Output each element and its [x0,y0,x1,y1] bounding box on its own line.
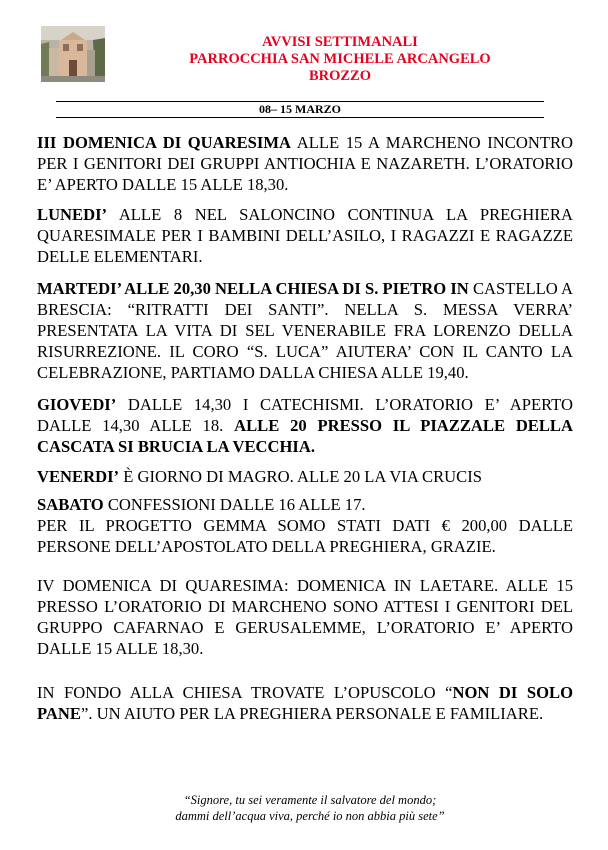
notice-text: CONFESSIONI DALLE 16 ALLE 17. [103,495,366,514]
notice-heading: GIOVEDI’ [37,395,117,414]
notice-fourth-sunday [37,575,573,659]
notice-text: ALLE 8 NEL SALONCINO CONTINUA LA PREGHIERA QUARESIMALE PER I BAMBINI DELL’ASILO, I RAGAZZI E RAGAZZE DELLE ELEMENTARI. [37,205,573,266]
notice-text: È GIORNO DI MAGRO. ALLE 20 LA VIA CRUCIS [119,467,482,486]
header-town: BROZZO [308,68,372,84]
notice-highlight: ALLE 20 PRESSO IL PIAZZALE DELLA CASCATA SI BRUCIA LA VECCHIA. [37,416,573,456]
notice-text: DALLE 14,30 I CATECHISMI. L’ORATORIO E’ APERTO DALLE 14,30 ALLE 18. [37,395,573,435]
notice-saturday [37,494,573,557]
notice-text: ALLE 15 A MARCHENO INCONTRO PER I GENITORI DEI GRUPPI ANTIOCHIA E NAZARETH. L’ORATORIO E’ APERTO DALLE 15 ALLE 18,30. [37,133,574,194]
notice-monday [37,204,573,267]
notice-text: IV DOMENICA DI QUARESIMA: DOMENICA IN LAETARE. ALLE 15 PRESSO L’ORATORIO DI MARCHENO SONO ATTESI I GENITORI DEL GRUPPO CAFARNAO E GERUSALEMME, L’ORATORIO E’ APERTO DALLE 15 ALLE 18,30. [37,576,573,658]
notice-heading: MARTEDI’ ALLE 20,30 NELLA CHIESA DI S. PIETRO IN [37,279,469,298]
notice-heading: LUNEDI’ [37,205,108,224]
notice-text: IN FONDO ALLA CHIESA TROVATE L’OPUSCOLO “ [37,683,453,702]
notice-text-extra: PER IL PROGETTO GEMMA SOMO STATI DATI € 200,00 DALLE PERSONE DELL’APOSTOLATO DELLA PREGHIERA, GRAZIE. [37,516,573,556]
notices-list [37,132,573,724]
notice-heading: SABATO [37,495,104,514]
notice-heading: VENERDI’ [37,467,120,486]
notice-friday [37,466,573,487]
notice-booklet [37,682,573,724]
notice-sunday [37,132,573,195]
header-title: AVVISI SETTIMANALI [262,34,418,50]
parish-header [160,34,520,85]
notice-thursday [37,394,573,457]
closing-prayer [100,792,520,824]
notice-text: CASTELLO A BRESCIA: “RITRATTI DEI SANTI”. NELLA S. MESSA VERRA’ PRESENTATA LA VITA DI SEL VENERABILE FRA LORENZO DELLA RISURREZIONE. IL CORO “S. LUCA” AIUTERA’ CON IL CANTO LA CELEBRAZIONE, PARTIAMO DALLA CHIESA ALLE 19,40. [37,279,573,382]
notice-tuesday [37,278,573,383]
header-parish: PARROCCHIA SAN MICHELE ARCANGELO [189,51,491,67]
prayer-line-2: dammi dell’acqua viva, perché io non abbia più sete” [175,809,445,823]
divider-bottom [56,117,544,118]
church-photo [41,26,105,82]
notice-text-extra: ”. UN AIUTO PER LA PREGHIERA PERSONALE E FAMILIARE. [80,704,544,723]
date-range: 08– 15 MARZO [259,102,341,116]
notice-booklet-title: NON DI SOLO PANE [37,683,573,723]
notice-heading: III DOMENICA DI QUARESIMA [37,133,292,152]
prayer-line-1: “Signore, tu sei veramente il salvatore del mondo; [183,793,437,807]
